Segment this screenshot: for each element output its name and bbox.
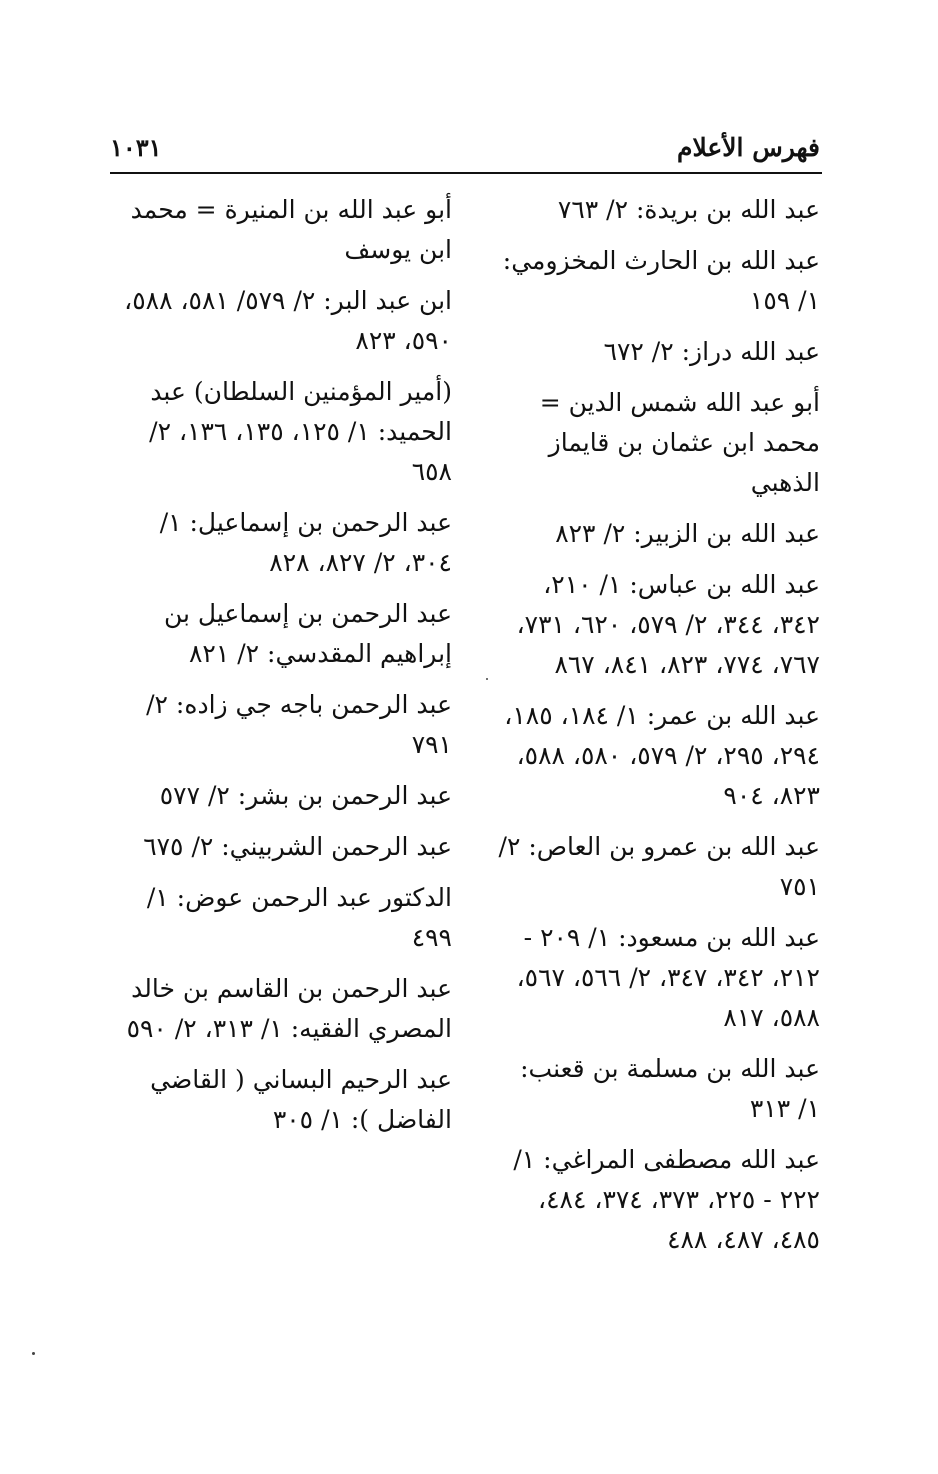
scan-speck: [486, 678, 488, 680]
index-entry: عبد الرحمن باجه جي زاده: ٢/ ٧٩١: [146, 690, 452, 759]
index-entry: عبد الله مصطفى المراغي: ١/ ٢٢٢ - ٢٢٥، ٣٧٣، ٣٧٤، ٤٨٤، ٤٨٥، ٤٨٧، ٤٨٨: [513, 1145, 820, 1254]
page-number: ١٠٣١: [110, 133, 162, 162]
index-entry: عبد الله بن عباس: ١/ ٢١٠، ٣٤٢، ٣٤٤، ٢/ ٥٧٩، ٦٢٠، ٧٣١، ٧٦٧، ٧٧٤، ٨٢٣، ٨٤١، ٨٦٧: [516, 570, 820, 679]
header-title: فهرس الأعلام: [676, 133, 820, 162]
index-entry: عبد الله بن عمر: ١/ ١٨٤، ١٨٥، ٢٩٤، ٢٩٥، ٢/ ٥٧٩، ٥٨٠، ٥٨٨، ٨٢٣، ٩٠٤: [504, 701, 820, 810]
page-header: [110, 128, 820, 168]
index-entry: عبد الله بن مسعود: ١/ ٢٠٩ - ٢١٢، ٣٤٢، ٣٤٧، ٢/ ٥٦٦، ٥٦٧، ٥٨٨، ٨١٧: [516, 923, 820, 1032]
index-entry: عبد الله دراز: ٢/ ٦٧٢: [603, 337, 820, 366]
index-entry: أبو عبد الله شمس الدين = محمد ابن عثمان بن قايماز الذهبي: [539, 388, 820, 497]
index-entry: عبد الله بن مسلمة بن قعنب: ١/ ٣١٣: [520, 1054, 820, 1123]
index-entry: عبد الرحيم البساني ( القاضي الفاضل ): ١/ ٣٠٥: [150, 1065, 452, 1134]
index-entry: الدكتور عبد الرحمن عوض: ١/ ٤٩٩: [146, 883, 452, 952]
index-entry: عبد الله بن عمرو بن العاص: ٢/ ٧٥١: [498, 832, 820, 901]
index-entry: عبد الرحمن بن إسماعيل بن إبراهيم المقدسي: ٢/ ٨٢١: [163, 599, 452, 668]
index-entry: عبد الله بن بريدة: ٢/ ٧٦٣: [557, 195, 820, 224]
index-entry: عبد الرحمن بن القاسم بن خالد المصري الفقيه: ١/ ٣١٣، ٢/ ٥٩٠: [126, 974, 452, 1043]
index-entry: عبد الله بن الزبير: ٢/ ٨٢٣: [555, 519, 820, 548]
index-entry: عبد الرحمن الشربيني: ٢/ ٦٧٥: [143, 832, 452, 861]
index-entry: (أمير المؤمنين السلطان) عبد الحميد: ١/ ١٢٥، ١٣٥، ١٣٦، ٢/ ٦٥٨: [149, 377, 452, 486]
index-entry: ابن عبد البر: ٢/ ٥٧٩/ ٥٨١، ٥٨٨، ٥٩٠، ٨٢٣: [124, 286, 452, 355]
right-column: [494, 190, 820, 1271]
index-entry: عبد الله بن الحارث المخزومي: ١/ ١٥٩: [502, 246, 820, 315]
header-rule: [110, 172, 822, 174]
index-entry: عبد الرحمن بن إسماعيل: ١/ ٣٠٤، ٢/ ٨٢٧، ٨٢٨: [159, 508, 452, 577]
index-entry: عبد الرحمن بن بشر: ٢/ ٥٧٧: [159, 781, 452, 810]
left-column: [118, 190, 452, 1151]
scan-speck: [32, 1352, 35, 1355]
index-entry: أبو عبد الله بن المنيرة = محمد ابن يوسف: [130, 195, 452, 264]
